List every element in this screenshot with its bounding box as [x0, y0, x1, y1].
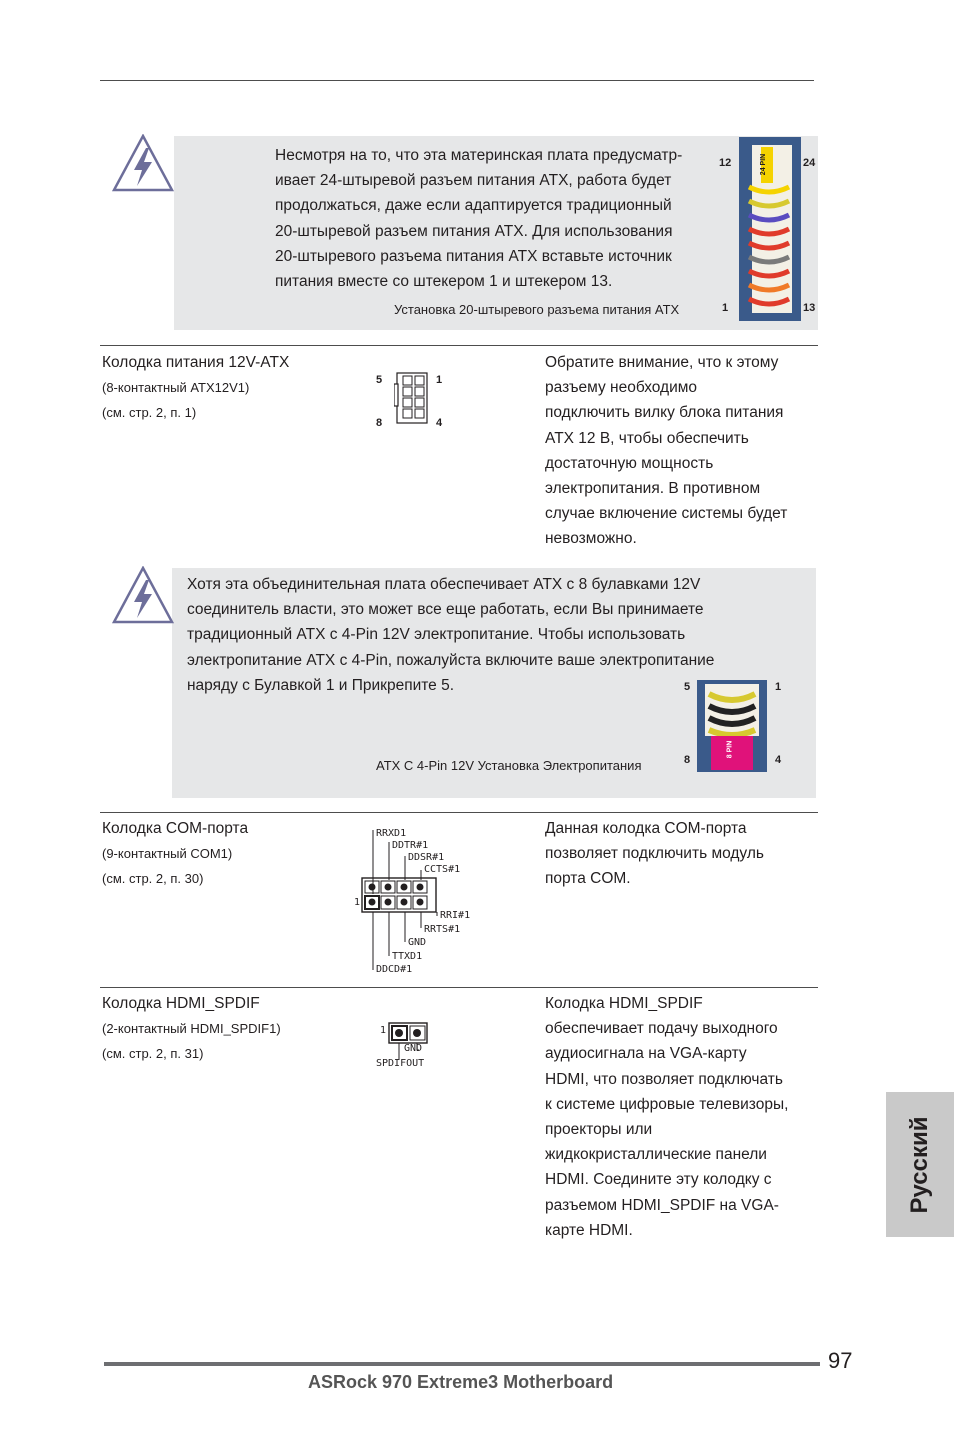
atx4pin-photo — [697, 680, 767, 772]
atx4-pin-4: 4 — [775, 754, 782, 766]
atx24-photo — [739, 137, 801, 321]
com-pin-gnd: GND — [408, 937, 427, 948]
footer-title: ASRock 970 Extreme3 Motherboard — [308, 1372, 614, 1392]
com-pin-rrts1: RRTS#1 — [424, 924, 461, 935]
pin-label-13: 13 — [803, 302, 816, 314]
section-rule — [100, 987, 818, 988]
footer-rule — [104, 1362, 820, 1366]
atx12v-title: Колодка питания 12V-ATX — [102, 354, 290, 371]
com-pin-rrxd1: RRXD1 — [376, 828, 407, 839]
atx12v-pin-5: 5 — [376, 374, 383, 386]
com-description: Данная колодка COM-порта позволяет подключить модуль порта COM. — [545, 820, 764, 888]
note1-caption: Установка 20-штыревого разъема питания ATX — [394, 302, 680, 317]
top-rule — [100, 80, 814, 81]
warning-icon — [112, 566, 174, 624]
hdmi-title: Колодка HDMI_SPDIF — [102, 995, 260, 1012]
atx4-pin-1: 1 — [775, 681, 782, 693]
atx12v-pin-8: 8 — [376, 417, 383, 429]
hdmi-description: Колодка HDMI_SPDIF обеспечивает подачу выходного аудиосигнала на VGA-карту HDMI, что позволяет подключать к системе цифровые телевизоры, проекторы или жидкокристаллические панели HDMI. Соедините эту колодку с разъемом HDMI_SPDIF на VGA- карте HDMI. — [545, 995, 789, 1239]
atx4-pin-8: 8 — [684, 754, 691, 766]
atx12v-description: Обратите внимание, что к этому разъему необходимо подключить вилку блока питания ATX 12 В, чтобы обеспечить достаточную мощность электропитания. В противном случае включение системы будет невозможно. — [545, 354, 788, 548]
com-title: Колодка COM-порта — [102, 820, 249, 837]
com-pin-ddtr1: DDTR#1 — [392, 840, 429, 851]
pin-label-1: 1 — [722, 302, 729, 314]
hdmi-pin-gnd: GND — [404, 1043, 423, 1054]
section-rule — [100, 812, 818, 813]
com-pin-ddcd1: DDCD#1 — [376, 964, 413, 975]
connector-label: 24 PIN — [760, 153, 768, 176]
language-label: Русский — [906, 1116, 933, 1213]
pin-label-24: 24 — [803, 157, 816, 169]
pin-label-12: 12 — [719, 157, 732, 169]
atx12v-pin-4: 4 — [436, 417, 443, 429]
hdmi-header-info — [102, 991, 281, 1066]
note2-text: Хотя эта объединительная плата обеспечивает ATX с 8 булавками 12V соединитель власти, это может все еще работать, если Вы принимаете традиционный ATX с 4-Pin 12V электропитание. Чтобы использовать электропитание ATX с 4-Pin, пожалуйста включите ваше электропитание наряду с Булавкой 1 и Прикрепите 5. — [187, 576, 715, 694]
hdmi-pin-spdifout: SPDIFOUT — [376, 1058, 425, 1069]
atx12v-pin-1: 1 — [436, 374, 443, 386]
com-pin-1: 1 — [354, 897, 361, 908]
atx12v-header-info — [102, 350, 289, 425]
com-pin-rri1: RRI#1 — [440, 910, 471, 921]
warning-icon — [112, 134, 174, 192]
com-pin-ttxd1: TTXD1 — [392, 951, 423, 962]
atx4-pin-5: 5 — [684, 681, 691, 693]
atx12v-ref: (см. стр. 2, п. 1) — [102, 405, 197, 420]
note1-text: Несмотря на то, что эта материнская плата предусматр- ивает 24-штыревой разъем питания ATX, работа будет продолжаться, даже если адаптируется традиционный 20-штыревой разъем питания ATX. Для использования 20-штыревого разъема питания ATX вставьте источник питания вместе со штекером 1 и штекером 13. — [275, 147, 683, 291]
hdmi-pin-1: 1 — [380, 1025, 387, 1036]
note2-caption: ATX С 4-Pin 12V Установка Электропитания — [376, 758, 642, 773]
section-rule — [100, 345, 818, 346]
page-number: 97 — [828, 1348, 853, 1373]
com-pin-ccts1: CCTS#1 — [424, 864, 461, 875]
atx12v-diagram — [394, 372, 430, 424]
language-side-tab — [886, 1092, 954, 1237]
hdmi-model: (2-контактный HDMI_SPDIF1) — [102, 1021, 281, 1036]
com-model: (9-контактный COM1) — [102, 846, 233, 861]
atx12v-model: (8-контактный ATX12V1) — [102, 380, 250, 395]
com-pin-ddsr1: DDSR#1 — [408, 852, 445, 863]
hdmi-ref: (см. стр. 2, п. 31) — [102, 1046, 204, 1061]
com-header-info — [102, 816, 248, 891]
connector-label: 8 PIN — [726, 740, 734, 759]
com-ref: (см. стр. 2, п. 30) — [102, 871, 204, 886]
